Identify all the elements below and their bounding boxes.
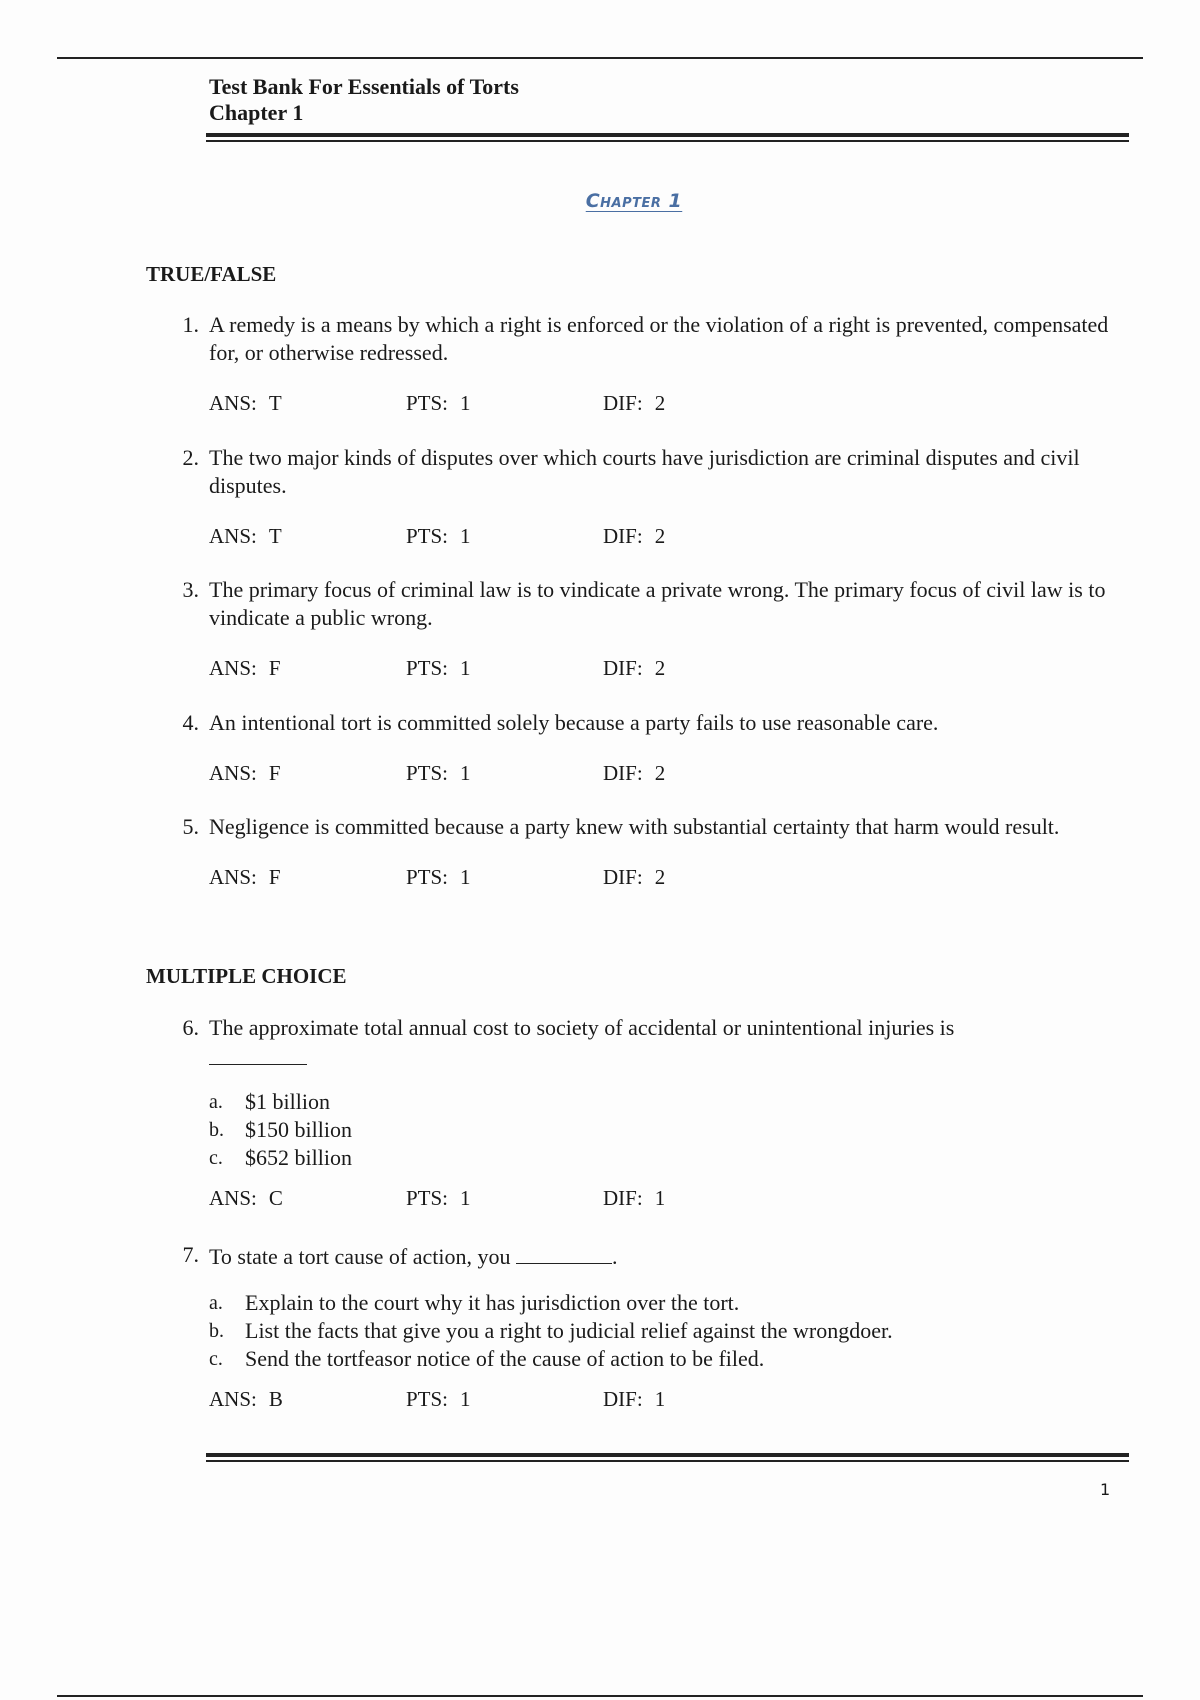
pts-label: PTS: — [406, 1387, 449, 1411]
question-1 — [146, 311, 1136, 417]
choice-list — [209, 1088, 1136, 1172]
question-number: 7. — [182, 1242, 199, 1267]
choice-a — [209, 1289, 1136, 1317]
choice-b — [209, 1317, 1136, 1345]
pts-label: PTS: — [406, 656, 449, 680]
chapter-title: Chapter 1 — [585, 190, 683, 212]
question-number: 1. — [182, 312, 199, 337]
answer-meta — [209, 863, 1136, 891]
dif-value: 1 — [654, 1186, 666, 1210]
pts-label: PTS: — [406, 1186, 449, 1210]
choice-c — [209, 1144, 1136, 1172]
ans-label: ANS: — [209, 1387, 257, 1411]
question-2 — [146, 444, 1136, 550]
question-stem: The approximate total annual cost to society of accidental or unintentional injuries is — [209, 1015, 955, 1040]
question-text: The two major kinds of disputes over which courts have jurisdiction are criminal disputes and civil disputes. — [209, 445, 1080, 498]
choice-letter: c. — [209, 1147, 223, 1169]
footer-double-rule — [206, 1453, 1129, 1462]
choice-text: List the facts that give you a right to judicial relief against the wrongdoer. — [245, 1318, 893, 1343]
ans-value: F — [268, 656, 281, 680]
pts-value: 1 — [460, 1387, 471, 1411]
question-number: 5. — [182, 814, 199, 839]
question-5 — [146, 813, 1136, 891]
choice-letter: a. — [209, 1292, 223, 1314]
question-6 — [146, 1014, 1136, 1212]
question-number: 6. — [182, 1015, 199, 1040]
pts-value: 1 — [460, 524, 471, 548]
ans-label: ANS: — [209, 761, 257, 785]
question-number: 4. — [182, 710, 199, 735]
dif-label: DIF: — [603, 1387, 643, 1411]
question-3 — [146, 576, 1136, 682]
choice-text: $1 billion — [245, 1089, 330, 1114]
ans-value: C — [268, 1186, 283, 1210]
pts-value: 1 — [460, 656, 471, 680]
question-text — [209, 1241, 1136, 1271]
answer-meta — [209, 1385, 1136, 1413]
ans-label: ANS: — [209, 1186, 257, 1210]
answer-meta — [209, 389, 1136, 417]
pts-label: PTS: — [406, 524, 449, 548]
dif-label: DIF: — [603, 865, 643, 889]
question-stem-end: . — [611, 1244, 618, 1269]
document-header — [209, 74, 1129, 126]
question-4 — [146, 709, 1136, 787]
ans-value: T — [268, 524, 282, 548]
question-text: A remedy is a means by which a right is enforced or the violation of a right is prevented, compensated for, or otherwise redressed. — [209, 312, 1109, 365]
question-text: Negligence is committed because a party knew with substantial certainty that harm would result. — [209, 814, 1060, 839]
pts-label: PTS: — [406, 761, 449, 785]
choice-text: Send the tortfeasor notice of the cause of action to be filed. — [245, 1346, 765, 1371]
question-text: An intentional tort is committed solely because a party fails to use reasonable care. — [209, 710, 939, 735]
question-number: 2. — [182, 445, 199, 470]
ans-label: ANS: — [209, 656, 257, 680]
choice-letter: a. — [209, 1091, 223, 1113]
dif-value: 2 — [654, 865, 666, 889]
page-top-rule — [57, 57, 1143, 59]
answer-meta — [209, 1184, 1136, 1212]
header-double-rule — [206, 133, 1129, 142]
ans-value: F — [268, 761, 281, 785]
choice-a — [209, 1088, 1136, 1116]
ans-label: ANS: — [209, 865, 257, 889]
question-number: 3. — [182, 577, 199, 602]
pts-value: 1 — [460, 391, 471, 415]
choice-list — [209, 1289, 1136, 1373]
dif-value: 2 — [654, 524, 666, 548]
page-number: 1 — [1100, 1480, 1111, 1499]
document-title: Test Bank For Essentials of Torts — [209, 74, 519, 99]
choice-letter: b. — [209, 1119, 224, 1141]
choice-text: $150 billion — [245, 1117, 352, 1142]
dif-label: DIF: — [603, 1186, 643, 1210]
question-text: The primary focus of criminal law is to vindicate a private wrong. The primary focus of civil law is to vindicate a public wrong. — [209, 577, 1106, 630]
dif-value: 1 — [654, 1387, 666, 1411]
answer-blank — [516, 1241, 612, 1264]
ans-label: ANS: — [209, 391, 257, 415]
choice-c — [209, 1345, 1136, 1373]
pts-value: 1 — [460, 761, 471, 785]
section-heading-multiple-choice: MULTIPLE CHOICE — [146, 964, 347, 988]
question-stem: To state a tort cause of action, you — [209, 1244, 511, 1269]
choice-letter: b. — [209, 1320, 224, 1342]
section-heading-true-false: TRUE/FALSE — [146, 262, 277, 286]
document-subtitle: Chapter 1 — [209, 100, 304, 125]
choice-letter: c. — [209, 1348, 223, 1370]
page-bottom-rule — [57, 1695, 1143, 1697]
dif-value: 2 — [654, 761, 666, 785]
dif-value: 2 — [654, 656, 666, 680]
answer-meta — [209, 654, 1136, 682]
ans-value: B — [268, 1387, 283, 1411]
pts-label: PTS: — [406, 865, 449, 889]
pts-label: PTS: — [406, 391, 449, 415]
dif-label: DIF: — [603, 761, 643, 785]
choice-text: Explain to the court why it has jurisdiction over the tort. — [245, 1290, 740, 1315]
pts-value: 1 — [460, 865, 471, 889]
answer-blank — [209, 1042, 307, 1065]
pts-value: 1 — [460, 1186, 471, 1210]
dif-label: DIF: — [603, 391, 643, 415]
choice-text: $652 billion — [245, 1145, 352, 1170]
answer-meta — [209, 522, 1136, 550]
answer-meta — [209, 759, 1136, 787]
ans-value: F — [268, 865, 281, 889]
question-7 — [146, 1241, 1136, 1413]
dif-label: DIF: — [603, 524, 643, 548]
ans-value: T — [268, 391, 282, 415]
dif-label: DIF: — [603, 656, 643, 680]
dif-value: 2 — [654, 391, 666, 415]
question-text — [209, 1014, 1136, 1076]
ans-label: ANS: — [209, 524, 257, 548]
choice-b — [209, 1116, 1136, 1144]
